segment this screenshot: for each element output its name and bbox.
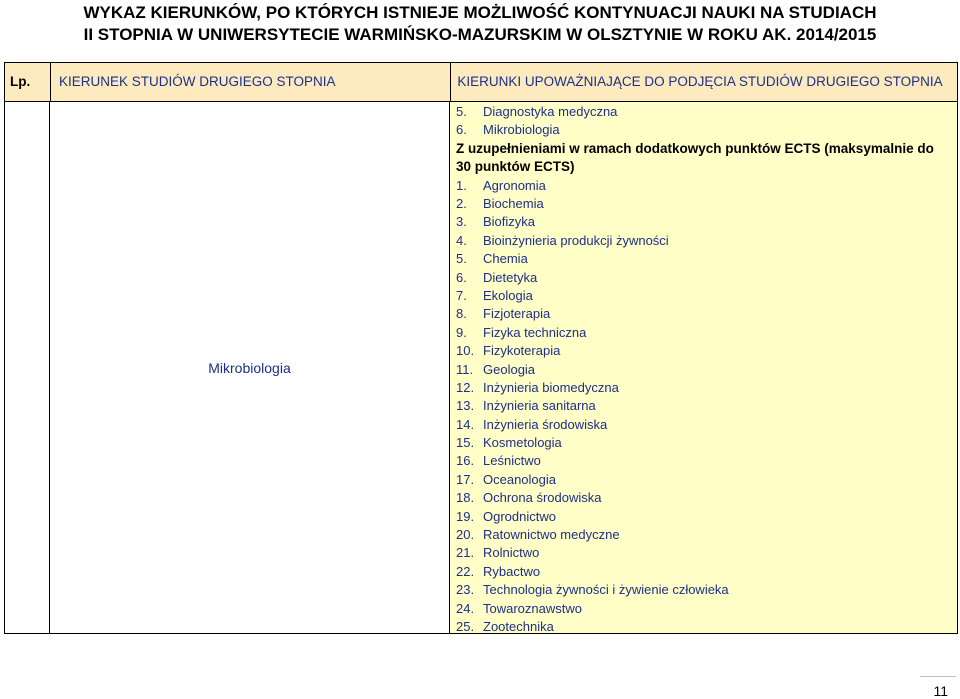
list-item [456,232,951,250]
document-title [0,2,960,46]
list-item-number: 10. [456,343,475,359]
list-item-label: Biofizyka [483,214,536,230]
list-item-number: 6. [456,269,467,285]
list-item-number: 5. [456,251,467,267]
list-item-number: 6. [456,122,467,138]
list-item-label: Chemia [483,251,528,267]
list-item-number: 11. [456,361,474,377]
extra-ects-heading: Z uzupełnieniami w ramach dodatkowych punktów ECTS (maksymalnie do 30 punktów ECTS) [456,140,934,175]
list-item-label: Agronomia [483,177,546,193]
list-item-label: Inżynieria biomedyczna [483,379,619,395]
list-item [456,489,951,507]
list-item [456,361,951,379]
list-item [456,471,951,489]
list-item-number: 19. [456,508,475,524]
list-item-number: 12. [456,379,475,395]
list-item-label: Bioinżynieria produkcji żywności [483,232,669,248]
list-item [456,508,951,526]
list-item-number: 20. [456,527,475,543]
list-item-label: Ratownictwo medyczne [483,527,620,543]
list-item [456,397,951,415]
list-item-number: 23. [456,582,475,598]
list-item-label: Oceanologia [483,471,556,487]
header-divider [50,63,51,101]
list-item-label: Inżynieria sanitarna [483,398,596,414]
list-item-number: 9. [456,324,467,340]
table-header [4,62,958,102]
list-item-label: Mikrobiologia [483,122,560,138]
list-item-label: Ekologia [483,287,533,303]
list-item-number: 22. [456,563,475,579]
list-item-label: Inżynieria środowiska [483,416,608,432]
list-item [456,563,951,581]
list-item-label: Diagnostyka medyczna [483,104,618,119]
row-kierunek-label: Mikrobiologia [208,359,291,376]
page-number: 11 [933,683,948,699]
list-item [456,544,951,562]
list-item [456,269,951,287]
list-item [456,434,951,452]
list-item-label: Rybactwo [483,563,541,579]
list-item-number: 15. [456,435,475,451]
list-item-number: 25. [456,618,475,634]
title-line-2: II STOPNIA W UNIWERSYTECIE WARMIŃSKO-MAZURSKIM W OLSZTYNIE W ROKU AK. 2014/2015 [83,25,877,44]
list-item [456,250,951,268]
list-item [456,342,951,360]
list-item-number: 21. [456,545,475,561]
list-item-number: 2. [456,195,467,211]
list-item-label: Fizjoterapia [483,306,551,322]
list-item-label: Kosmetologia [483,435,562,451]
list-item-number: 4. [456,232,467,248]
header-kierunek: KIERUNEK STUDIÓW DRUGIEGO STOPNIA [59,74,336,89]
list-item [456,121,951,139]
row-lp-cell [5,102,50,633]
list-item [456,526,951,544]
list-item-label: Ogrodnictwo [483,508,556,524]
list-item-label: Zootechnika [483,618,554,634]
list-item [456,213,951,231]
list-item [456,287,951,305]
title-line-1: WYKAZ KIERUNKÓW, PO KTÓRYCH ISTNIEJE MOŻLIWOŚĆ KONTYNUACJI NAUKI NA STUDIACH [83,3,877,22]
list-item-label: Geologia [483,361,536,377]
list-item [456,452,951,470]
list-item-label: Towaroznawstwo [483,600,582,616]
list-item-number: 8. [456,306,467,322]
list-item-number: 14. [456,416,475,432]
list-item [456,324,951,342]
page-number-rule [920,676,956,677]
list-item-label: Fizykoterapia [483,343,561,359]
list-item [456,195,951,213]
list-item-number: 17. [456,471,475,487]
list-item-number: 5. [456,104,467,119]
list-item-label: Ochrona środowiska [483,490,602,506]
list-item [456,103,951,121]
row-kierunek-cell [50,102,450,633]
list-item-label: Fizyka techniczna [483,324,587,340]
list-item-label: Biochemia [483,195,544,211]
list-item-label: Dietetyka [483,269,538,285]
row-kierunki-list [450,102,957,633]
header-upowazniajace: KIERUNKI UPOWAŻNIAJĄCE DO PODJĘCIA STUDIÓW DRUGIEGO STOPNIA [457,74,943,89]
list-item [456,581,951,599]
list-item-number: 1. [456,177,467,193]
list-item-number: 7. [456,287,467,303]
list-item [456,600,951,618]
list-item-label: Leśnictwo [483,453,541,469]
list-item [456,379,951,397]
list-item [456,177,951,195]
list-item-number: 3. [456,214,467,230]
list-item-label: Rolnictwo [483,545,540,561]
list-item [456,416,951,434]
list-item-number: 16. [456,453,475,469]
list-item [456,618,951,636]
list-item-number: 13. [456,398,475,414]
table-body [4,101,958,634]
list-item-number: 24. [456,600,475,616]
list-item-number: 18. [456,490,475,506]
list-item-label: Technologia żywności i żywienie człowieka [483,582,729,598]
list-item [456,305,951,323]
header-lp: Lp. [10,74,31,89]
